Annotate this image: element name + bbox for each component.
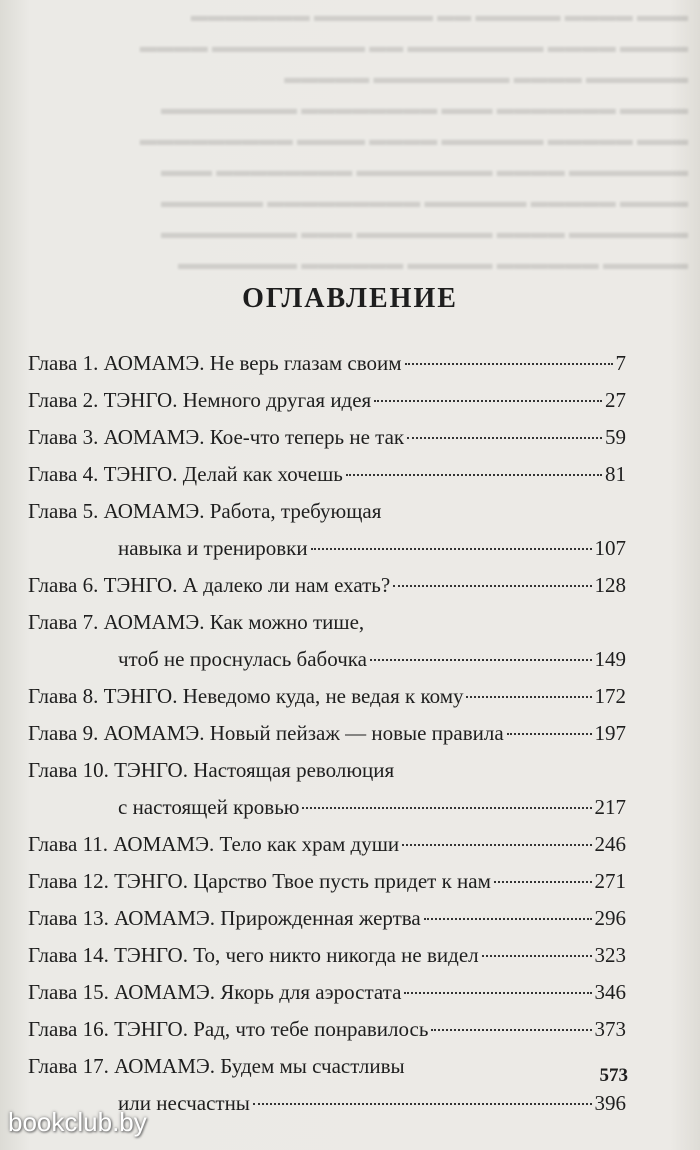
chapter-title: Глава 2. ТЭНГО. Немного другая идея xyxy=(28,388,372,412)
toc-entry xyxy=(28,752,626,789)
dot-leader xyxy=(311,548,592,550)
chapter-title-continuation: чтоб не проснулась бабочка xyxy=(118,647,367,671)
toc-entry xyxy=(28,863,626,900)
chapter-page-number: 246 xyxy=(594,832,626,856)
chapter-page-number: 149 xyxy=(594,647,626,671)
dot-leader xyxy=(407,437,602,439)
chapter-page-number: 128 xyxy=(594,573,626,597)
chapter-title: Глава 15. АОМАМЭ. Якорь для аэростата xyxy=(28,980,402,1004)
toc-entry xyxy=(28,493,626,530)
chapter-title: Глава 11. АОМАМЭ. Тело как храм души xyxy=(28,832,400,856)
dot-leader xyxy=(346,474,602,476)
page-number: 573 xyxy=(599,1065,628,1086)
toc-entry xyxy=(28,456,626,493)
dot-leader xyxy=(393,585,591,587)
chapter-title: Глава 14. ТЭНГО. То, чего никто никогда не видел xyxy=(28,943,479,967)
chapter-title: Глава 9. АОМАМЭ. Новый пейзаж — новые правила xyxy=(28,721,504,745)
chapter-page-number: 27 xyxy=(605,388,626,412)
dot-leader xyxy=(466,696,591,698)
chapter-title: Глава 17. АОМАМЭ. Будем мы счастливы xyxy=(28,1054,405,1078)
chapter-page-number: 59 xyxy=(605,425,626,449)
chapter-title: Глава 6. ТЭНГО. А далеко ли нам ехать? xyxy=(28,573,391,597)
chapter-page-number: 296 xyxy=(594,906,626,930)
toc-entry xyxy=(28,1011,626,1048)
toc-entry xyxy=(28,530,626,567)
chapter-title: Глава 5. АОМАМЭ. Работа, требующая xyxy=(28,499,382,523)
toc-entry xyxy=(28,789,626,826)
chapter-title: Глава 1. АОМАМЭ. Не верь глазам своим xyxy=(28,351,402,375)
dot-leader xyxy=(431,1029,591,1031)
chapter-page-number: 81 xyxy=(605,462,626,486)
dot-leader xyxy=(374,400,602,402)
chapter-title: Глава 12. ТЭНГО. Царство Твое пусть придет к нам xyxy=(28,869,491,893)
dot-leader xyxy=(507,733,592,735)
toc-entry xyxy=(28,974,626,1011)
chapter-title: Глава 10. ТЭНГО. Настоящая революция xyxy=(28,758,395,782)
table-of-contents xyxy=(28,345,626,1122)
chapter-page-number: 396 xyxy=(594,1091,626,1115)
dot-leader xyxy=(404,992,591,994)
toc-entry xyxy=(28,1048,626,1085)
dot-leader xyxy=(253,1103,592,1105)
toc-entry xyxy=(28,826,626,863)
toc-entry xyxy=(28,678,626,715)
chapter-page-number: 7 xyxy=(615,351,626,375)
toc-entry xyxy=(28,382,626,419)
dot-leader xyxy=(482,955,592,957)
dot-leader xyxy=(402,844,591,846)
show-through-text: ▬▬▬ ▬▬▬▬ ▬▬▬▬▬ ▬▬ ▬▬▬▬▬▬▬ ▬▬▬▬▬▬▬ ▬▬▬▬ ▬▬▬▬ ▬▬▬▬▬▬▬▬ ▬▬ ▬▬▬▬▬▬▬▬▬ ▬▬▬▬ ▬▬▬▬▬▬ ▬▬▬▬ ▬▬▬▬▬▬▬▬ ▬▬▬▬▬ ▬▬▬▬ ▬▬▬▬▬▬▬ ▬▬▬ ▬▬▬▬▬▬▬▬ ▬▬▬▬▬▬▬▬ ▬▬▬ ▬▬▬▬▬ ▬▬▬▬▬▬ ▬▬▬▬ ▬▬▬▬ ▬▬▬▬▬▬▬▬▬ ▬▬▬▬▬▬▬ ▬▬▬▬ ▬▬▬▬▬▬▬▬ ▬▬▬▬▬▬▬▬ ▬▬▬ ▬▬▬▬ ▬▬▬▬▬ ▬▬▬▬▬▬ ▬▬▬▬▬▬▬▬▬ ▬▬▬▬▬▬ ▬▬▬▬▬▬▬ ▬▬▬▬ ▬▬▬▬▬▬▬▬ ▬▬▬ ▬▬▬▬▬▬▬▬ ▬▬▬▬▬ ▬▬▬▬▬▬ ▬▬▬▬▬ ▬▬▬▬▬▬ ▬▬▬▬▬▬▬ xyxy=(139,6,688,273)
chapter-title: Глава 16. ТЭНГО. Рад, что тебе понравилось xyxy=(28,1017,429,1041)
chapter-title: Глава 8. ТЭНГО. Неведомо куда, не ведая к кому xyxy=(28,684,464,708)
chapter-page-number: 373 xyxy=(594,1017,626,1041)
chapter-page-number: 107 xyxy=(594,536,626,560)
toc-entry xyxy=(28,604,626,641)
dot-leader xyxy=(302,807,591,809)
chapter-page-number: 346 xyxy=(594,980,626,1004)
chapter-page-number: 271 xyxy=(594,869,626,893)
chapter-page-number: 217 xyxy=(594,795,626,819)
dot-leader xyxy=(370,659,592,661)
toc-entry xyxy=(28,715,626,752)
toc-entry xyxy=(28,419,626,456)
chapter-title-continuation: с настоящей кровью xyxy=(118,795,300,819)
chapter-title: Глава 13. АОМАМЭ. Прирожденная жертва xyxy=(28,906,421,930)
chapter-title-continuation: или несчастны xyxy=(118,1091,250,1115)
toc-entry xyxy=(28,567,626,604)
toc-title: ОГЛАВЛЕНИЕ xyxy=(242,283,458,314)
watermark-logo: bookclub.by xyxy=(8,1107,147,1137)
chapter-title-continuation: навыка и тренировки xyxy=(118,536,308,560)
chapter-page-number: 323 xyxy=(594,943,626,967)
dot-leader xyxy=(424,918,592,920)
chapter-title: Глава 7. АОМАМЭ. Как можно тише, xyxy=(28,610,365,634)
toc-entry xyxy=(28,345,626,382)
chapter-title: Глава 3. АОМАМЭ. Кое-что теперь не так xyxy=(28,425,405,449)
toc-entry xyxy=(28,641,626,678)
toc-entry xyxy=(28,900,626,937)
chapter-page-number: 172 xyxy=(594,684,626,708)
chapter-title: Глава 4. ТЭНГО. Делай как хочешь xyxy=(28,462,343,486)
dot-leader xyxy=(405,363,613,365)
toc-entry xyxy=(28,937,626,974)
chapter-page-number: 197 xyxy=(594,721,626,745)
dot-leader xyxy=(494,881,592,883)
